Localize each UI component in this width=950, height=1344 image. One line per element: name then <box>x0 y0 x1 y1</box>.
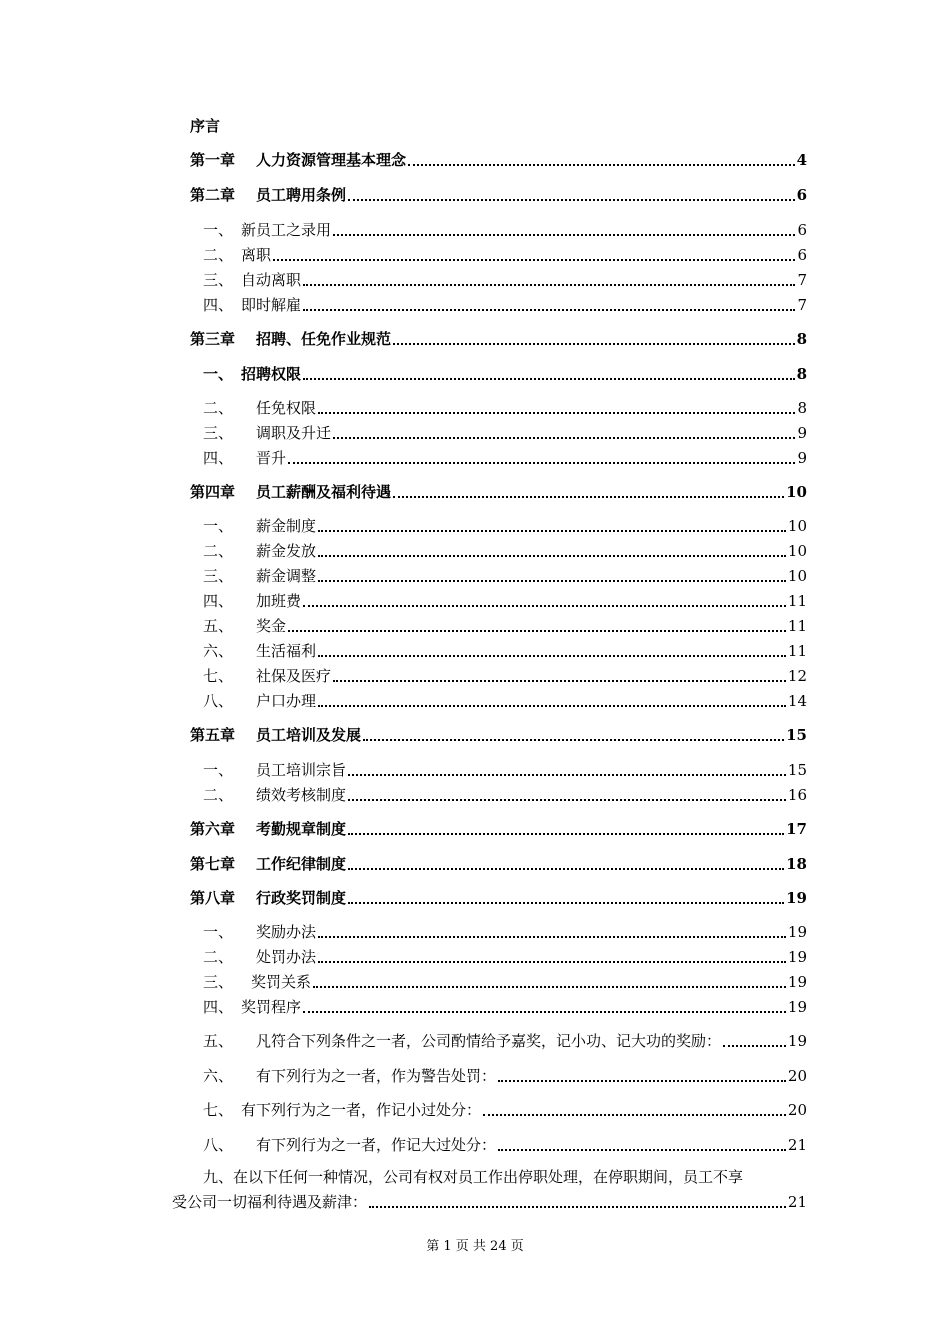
toc-entry-label: 调职及升迁 <box>256 424 332 442</box>
toc-entry[interactable] <box>203 423 807 443</box>
leader-dots <box>498 1078 786 1082</box>
toc-entry-number: 三、 <box>203 424 234 442</box>
toc-entry-number: 一、 <box>203 923 234 941</box>
preface-heading: 序言 <box>190 117 221 135</box>
toc-entry-page: 7 <box>797 271 807 289</box>
toc-entry-number: 二、 <box>203 542 234 560</box>
toc-entry-page: 11 <box>787 642 807 660</box>
toc-entry-page: 19 <box>786 889 807 907</box>
leader-dots <box>303 1009 786 1013</box>
toc-entry[interactable] <box>190 329 807 349</box>
leader-dots <box>318 703 786 707</box>
leader-dots <box>313 984 786 988</box>
leader-dots <box>333 435 795 439</box>
toc-entry-page: 18 <box>786 855 807 873</box>
toc-entry-number: 四、 <box>203 296 234 314</box>
leader-dots <box>318 653 786 657</box>
toc-entry-page: 19 <box>787 948 807 966</box>
toc-entry-number: 八、 <box>203 692 234 710</box>
toc-entry-number: 第五章 <box>190 726 236 744</box>
toc-entry-page: 20 <box>787 1101 807 1119</box>
toc-entry[interactable] <box>203 591 807 611</box>
leader-dots <box>303 376 795 380</box>
toc-entry-label: 自动离职 <box>241 271 302 289</box>
toc-entry[interactable] <box>190 888 807 908</box>
leader-dots <box>318 410 795 414</box>
toc-entry-page: 6 <box>797 221 807 239</box>
toc-entry-label: 户口办理 <box>256 692 317 710</box>
toc-entry-label: 生活福利 <box>256 642 317 660</box>
toc-entry[interactable] <box>203 1100 807 1120</box>
toc-entry-page: 19 <box>787 923 807 941</box>
leader-dots <box>348 797 786 801</box>
toc-entry-label: 工作纪律制度 <box>256 855 347 873</box>
toc-entry-label: 绩效考核制度 <box>256 786 347 804</box>
toc-entry[interactable] <box>203 666 807 686</box>
leader-dots <box>288 460 795 464</box>
toc-entry-label: 人力资源管理基本理念 <box>256 151 407 169</box>
leader-dots <box>318 553 786 557</box>
toc-entry-number: 二、 <box>203 399 234 417</box>
toc-entry-label: 受公司一切福利待遇及薪津： <box>172 1193 368 1211</box>
toc-entry-page: 10 <box>787 517 807 535</box>
leader-dots <box>348 772 786 776</box>
toc-entry[interactable] <box>203 616 807 636</box>
leader-dots <box>303 603 786 607</box>
toc-entry-number: 第七章 <box>190 855 236 873</box>
leader-dots <box>348 900 784 904</box>
toc-entry-number: 四、 <box>203 449 234 467</box>
toc-entry-page: 10 <box>786 483 807 501</box>
toc-entry[interactable] <box>203 922 807 942</box>
leader-dots <box>393 341 795 345</box>
leader-dots <box>408 162 795 166</box>
leader-dots <box>318 959 786 963</box>
item9-line1: 九、在以下任何一种情况，公司有权对员工作出停职处理，在停职期间，员工不享 <box>203 1168 744 1186</box>
toc-entry-number: 二、 <box>203 246 234 264</box>
toc-entry-number: 八、 <box>203 1136 234 1154</box>
leader-dots <box>498 1147 786 1151</box>
toc-entry[interactable] <box>190 482 807 502</box>
toc-entry-page: 4 <box>796 151 807 169</box>
toc-entry[interactable] <box>203 1031 807 1051</box>
toc-entry-number: 第四章 <box>190 483 236 501</box>
item9-line2[interactable] <box>172 1192 807 1212</box>
toc-entry[interactable] <box>203 245 807 265</box>
toc-entry[interactable] <box>203 566 807 586</box>
toc-entry[interactable] <box>203 270 807 290</box>
toc-entry[interactable] <box>203 541 807 561</box>
toc-entry[interactable] <box>190 819 807 839</box>
toc-entry-page: 8 <box>796 330 807 348</box>
toc-entry[interactable] <box>203 448 807 468</box>
toc-entry-page: 10 <box>787 567 807 585</box>
toc-entry-number: 第一章 <box>190 151 236 169</box>
toc-entry-number: 三、 <box>203 567 234 585</box>
toc-entry-label: 员工培训宗旨 <box>256 761 347 779</box>
toc-entry[interactable] <box>203 295 807 315</box>
toc-entry[interactable] <box>203 785 807 805</box>
toc-entry-label: 有下列行为之一者，作为警告处罚： <box>256 1067 497 1085</box>
toc-entry-page: 19 <box>787 973 807 991</box>
toc-entry[interactable] <box>190 725 807 745</box>
toc-entry[interactable] <box>203 760 807 780</box>
toc-entry[interactable] <box>203 997 807 1017</box>
toc-entry-page: 17 <box>786 820 807 838</box>
toc-entry[interactable] <box>203 691 807 711</box>
leader-dots <box>348 197 795 201</box>
leader-dots <box>288 628 786 632</box>
toc-entry-page: 19 <box>787 1032 807 1050</box>
toc-entry-label: 员工薪酬及福利待遇 <box>256 483 392 501</box>
toc-entry-number: 二、 <box>203 786 234 804</box>
leader-dots <box>723 1043 786 1047</box>
toc-entry-label: 薪金制度 <box>256 517 317 535</box>
leader-dots <box>363 737 784 741</box>
toc-entry-label: 即时解雇 <box>241 296 302 314</box>
leader-dots <box>303 282 795 286</box>
toc-entry-number: 二、 <box>203 948 234 966</box>
toc-entry-number: 四、 <box>203 998 234 1016</box>
toc-entry-label: 加班费 <box>256 592 302 610</box>
toc-entry-label: 奖励办法 <box>256 923 317 941</box>
toc-entry-label: 社保及医疗 <box>256 667 332 685</box>
toc-entry-label: 薪金调整 <box>256 567 317 585</box>
toc-entry-page: 15 <box>786 726 807 744</box>
toc-entry[interactable] <box>190 854 807 874</box>
toc-entry-label: 凡符合下列条件之一者，公司酌情给予嘉奖，记小功、记大功的奖励： <box>256 1032 722 1050</box>
toc-entry-page: 12 <box>787 667 807 685</box>
toc-entry-label: 考勤规章制度 <box>256 820 347 838</box>
toc-entry[interactable] <box>203 947 807 967</box>
toc-entry-number: 一、 <box>203 365 234 383</box>
toc-entry-label: 晋升 <box>256 449 287 467</box>
toc-entry-page: 20 <box>787 1067 807 1085</box>
page-footer: 第 1 页 共 24 页 <box>426 1239 524 1254</box>
toc-entry-page: 10 <box>787 542 807 560</box>
toc-entry-number: 第六章 <box>190 820 236 838</box>
toc-entry-label: 薪金发放 <box>256 542 317 560</box>
toc-entry-page: 14 <box>787 692 807 710</box>
toc-entry-label: 行政奖罚制度 <box>256 889 347 907</box>
leader-dots <box>303 307 795 311</box>
toc-entry[interactable] <box>203 1066 807 1086</box>
toc-entry-page: 11 <box>787 617 807 635</box>
toc-entry-label: 奖金 <box>256 617 287 635</box>
toc-entry-number: 六、 <box>203 642 234 660</box>
toc-entry-number: 第二章 <box>190 186 236 204</box>
toc-entry[interactable] <box>203 1135 807 1155</box>
toc-entry-page: 6 <box>796 186 807 204</box>
leader-dots <box>318 934 786 938</box>
toc-entry-number: 一、 <box>203 517 234 535</box>
toc-entry-label: 新员工之录用 <box>241 221 332 239</box>
toc-entry[interactable] <box>203 972 807 992</box>
toc-entry-label: 有下列行为之一者，作记大过处分： <box>256 1136 497 1154</box>
toc-entry-number: 第三章 <box>190 330 236 348</box>
toc-entry-number: 七、 <box>203 1101 234 1119</box>
toc-entry-page: 21 <box>787 1136 807 1154</box>
leader-dots <box>333 232 795 236</box>
toc-entry-number: 一、 <box>203 761 234 779</box>
toc-entry-page: 9 <box>797 449 807 467</box>
toc-entry-label: 任免权限 <box>256 399 317 417</box>
toc-entry-page: 7 <box>797 296 807 314</box>
toc-entry-page: 21 <box>787 1193 807 1211</box>
toc-entry-number: 第八章 <box>190 889 236 907</box>
toc-entry[interactable] <box>203 641 807 661</box>
toc-entry-label: 奖罚程序 <box>241 998 302 1016</box>
toc-entry-number: 五、 <box>203 617 234 635</box>
leader-dots <box>393 494 784 498</box>
toc-entry-label: 离职 <box>241 246 272 264</box>
toc-entry-page: 8 <box>796 365 807 383</box>
toc-entry-page: 6 <box>797 246 807 264</box>
leader-dots <box>333 678 786 682</box>
toc-entry[interactable] <box>203 516 807 536</box>
leader-dots <box>273 257 795 261</box>
leader-dots <box>369 1204 786 1208</box>
toc-entry-page: 16 <box>787 786 807 804</box>
leader-dots <box>348 866 784 870</box>
toc-entry-page: 8 <box>797 399 807 417</box>
toc-entry-number: 四、 <box>203 592 234 610</box>
toc-entry-number: 五、 <box>203 1032 234 1050</box>
toc-entry-number: 一、 <box>203 221 234 239</box>
toc-entry[interactable] <box>203 220 807 240</box>
toc-entry-label: 有下列行为之一者，作记小过处分： <box>241 1101 482 1119</box>
toc-entry-label: 员工聘用条例 <box>256 186 347 204</box>
toc-entry-page: 19 <box>787 998 807 1016</box>
leader-dots <box>318 578 786 582</box>
leader-dots <box>318 528 786 532</box>
toc-entry-label: 员工培训及发展 <box>256 726 362 744</box>
toc-entry-label: 处罚办法 <box>256 948 317 966</box>
toc-entry-label: 招聘权限 <box>241 365 302 383</box>
toc-entry-page: 9 <box>797 424 807 442</box>
toc-entry-page: 11 <box>787 592 807 610</box>
toc-entry-label: 招聘、任免作业规范 <box>256 330 392 348</box>
toc-entry-number: 六、 <box>203 1067 234 1085</box>
leader-dots <box>483 1112 786 1116</box>
leader-dots <box>348 831 784 835</box>
toc-entry-number: 七、 <box>203 667 234 685</box>
toc-entry[interactable] <box>190 150 807 170</box>
toc-entry-number: 三、 <box>203 973 234 991</box>
toc-entry[interactable] <box>203 398 807 418</box>
toc-entry-label: 奖罚关系 <box>251 973 312 991</box>
toc-entry-page: 15 <box>787 761 807 779</box>
toc-entry[interactable] <box>190 185 807 205</box>
toc-entry-number: 三、 <box>203 271 234 289</box>
toc-entry[interactable] <box>203 364 807 384</box>
